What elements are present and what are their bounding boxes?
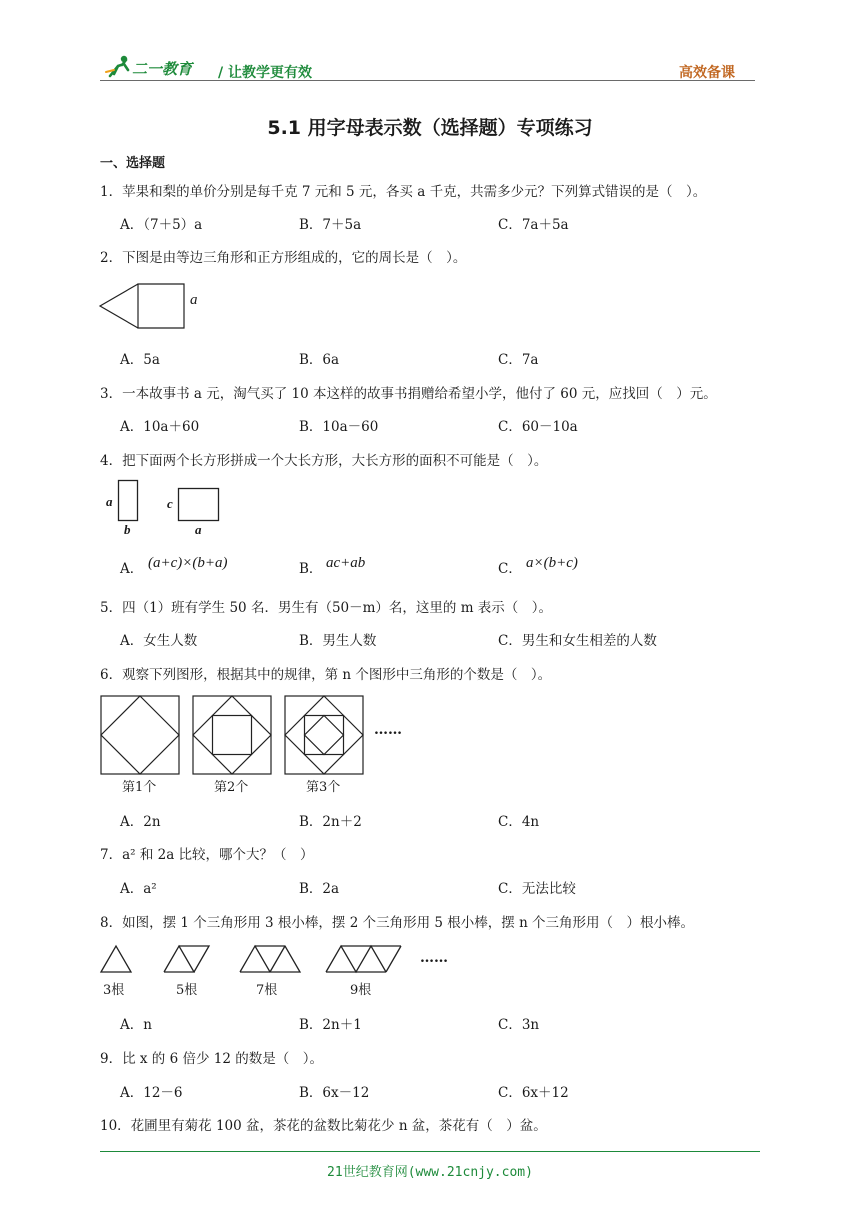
question-2-option-c: C．7a: [498, 352, 539, 368]
footer-rule: [100, 1151, 760, 1152]
question-8-option-c: C．3n: [498, 1017, 540, 1033]
question-8-label-2: 5根: [176, 983, 198, 998]
question-9-option-a: A．12－6: [120, 1085, 183, 1101]
question-2-figure-label: a: [190, 292, 198, 308]
question-6-stem: 6．观察下列图形，根据其中的规律，第 n 个图形中三角形的个数是（ ）。: [100, 667, 552, 683]
header-rule: [100, 80, 755, 81]
question-4-option-b: B．: [299, 561, 323, 577]
question-8-label-1: 3根: [103, 983, 125, 998]
question-7-option-a: A．a²: [120, 881, 157, 897]
section-heading: 一、选择题: [100, 156, 166, 171]
question-4-label-a2: a: [195, 522, 202, 537]
question-3-option-b: B．10a－60: [299, 419, 379, 435]
question-6-option-b: B．2n＋2: [299, 814, 362, 830]
question-10-stem: 10．花圃里有菊花 100 盆，茶花的盆数比菊花少 n 盆，茶花有（ ）盆。: [100, 1118, 547, 1134]
question-3-option-a: A．10a＋60: [120, 419, 200, 435]
question-1-option-a: A．（7＋5）a: [120, 217, 203, 233]
question-7-option-c: C．无法比较: [498, 881, 576, 897]
question-7-option-b: B．2a: [299, 881, 340, 897]
question-4-option-c: C．: [498, 561, 522, 577]
question-8-figure: [100, 944, 410, 974]
question-8-label-4: 9根: [350, 983, 372, 998]
question-1-option-b: B．7＋5a: [299, 217, 362, 233]
question-6-ellipsis: ……: [374, 722, 402, 738]
question-6-figure: [100, 695, 370, 777]
question-6-label-3: 第3个: [306, 780, 341, 795]
question-8-label-3: 7根: [256, 983, 278, 998]
question-1-option-c: C．7a＋5a: [498, 217, 569, 233]
question-6-label-2: 第2个: [214, 780, 249, 795]
question-4-label-a: a: [106, 494, 113, 509]
question-1-stem: 1．苹果和梨的单价分别是每千克 7 元和 5 元，各买 a 千克，共需多少元？下列算式错误的是（ ）。: [100, 184, 707, 200]
question-4-option-a: A．: [120, 561, 144, 577]
footer-text: 21世纪教育网(www.21cnjy.com): [327, 1165, 533, 1180]
question-6-option-a: A．2n: [120, 814, 161, 830]
header-tagline: 高效备课: [679, 65, 735, 81]
question-7-stem: 7．a² 和 2a 比较，哪个大？（ ）: [100, 847, 314, 863]
logo-icon: [104, 54, 132, 80]
question-3-option-c: C．60－10a: [498, 419, 578, 435]
question-3-stem: 3．一本故事书 a 元，淘气买了 10 本这样的故事书捐赠给希望小学，他付了 60 元，应找回（ ）元。: [100, 386, 717, 402]
question-5-option-b: B．男生人数: [299, 633, 377, 649]
question-8-ellipsis: ……: [420, 950, 448, 966]
question-2-option-a: A．5a: [120, 352, 160, 368]
question-9-option-b: B．6x－12: [299, 1085, 370, 1101]
question-5-option-a: A．女生人数: [120, 633, 198, 649]
question-5-stem: 5．四（1）班有学生 50 名．男生有（50－m）名，这里的 m 表示（ ）。: [100, 600, 553, 616]
question-9-stem: 9．比 x 的 6 倍少 12 的数是（ ）。: [100, 1051, 323, 1067]
logo-text: 二一教育: [132, 60, 193, 78]
question-4-formula-a: (a+c)×(b+a): [148, 555, 228, 571]
question-4-formula-c: a×(b+c): [526, 555, 578, 571]
question-9-option-c: C．6x＋12: [498, 1085, 569, 1101]
question-8-option-a: A．n: [120, 1017, 152, 1033]
question-4-label-b: b: [124, 522, 131, 537]
header-slogan: / 让教学更有效: [218, 65, 312, 81]
question-8-stem: 8．如图，摆 1 个三角形用 3 根小棒，摆 2 个三角形用 5 根小棒，摆 n 个三角形用（ ）根小棒。: [100, 915, 695, 931]
question-4-stem: 4．把下面两个长方形拼成一个大长方形，大长方形的面积不可能是（ ）。: [100, 453, 548, 469]
question-4-figure: [118, 480, 228, 524]
question-2-stem: 2．下图是由等边三角形和正方形组成的，它的周长是（ ）。: [100, 250, 467, 266]
question-2-option-b: B．6a: [299, 352, 340, 368]
question-4-formula-b: ac+ab: [326, 555, 366, 571]
question-8-option-b: B．2n＋1: [299, 1017, 362, 1033]
question-4-label-c: c: [167, 496, 173, 511]
question-6-option-c: C．4n: [498, 814, 540, 830]
page-title: 5.1 用字母表示数（选择题）专项练习: [267, 117, 593, 139]
question-5-option-c: C．男生和女生相差的人数: [498, 633, 657, 649]
question-6-label-1: 第1个: [122, 780, 157, 795]
